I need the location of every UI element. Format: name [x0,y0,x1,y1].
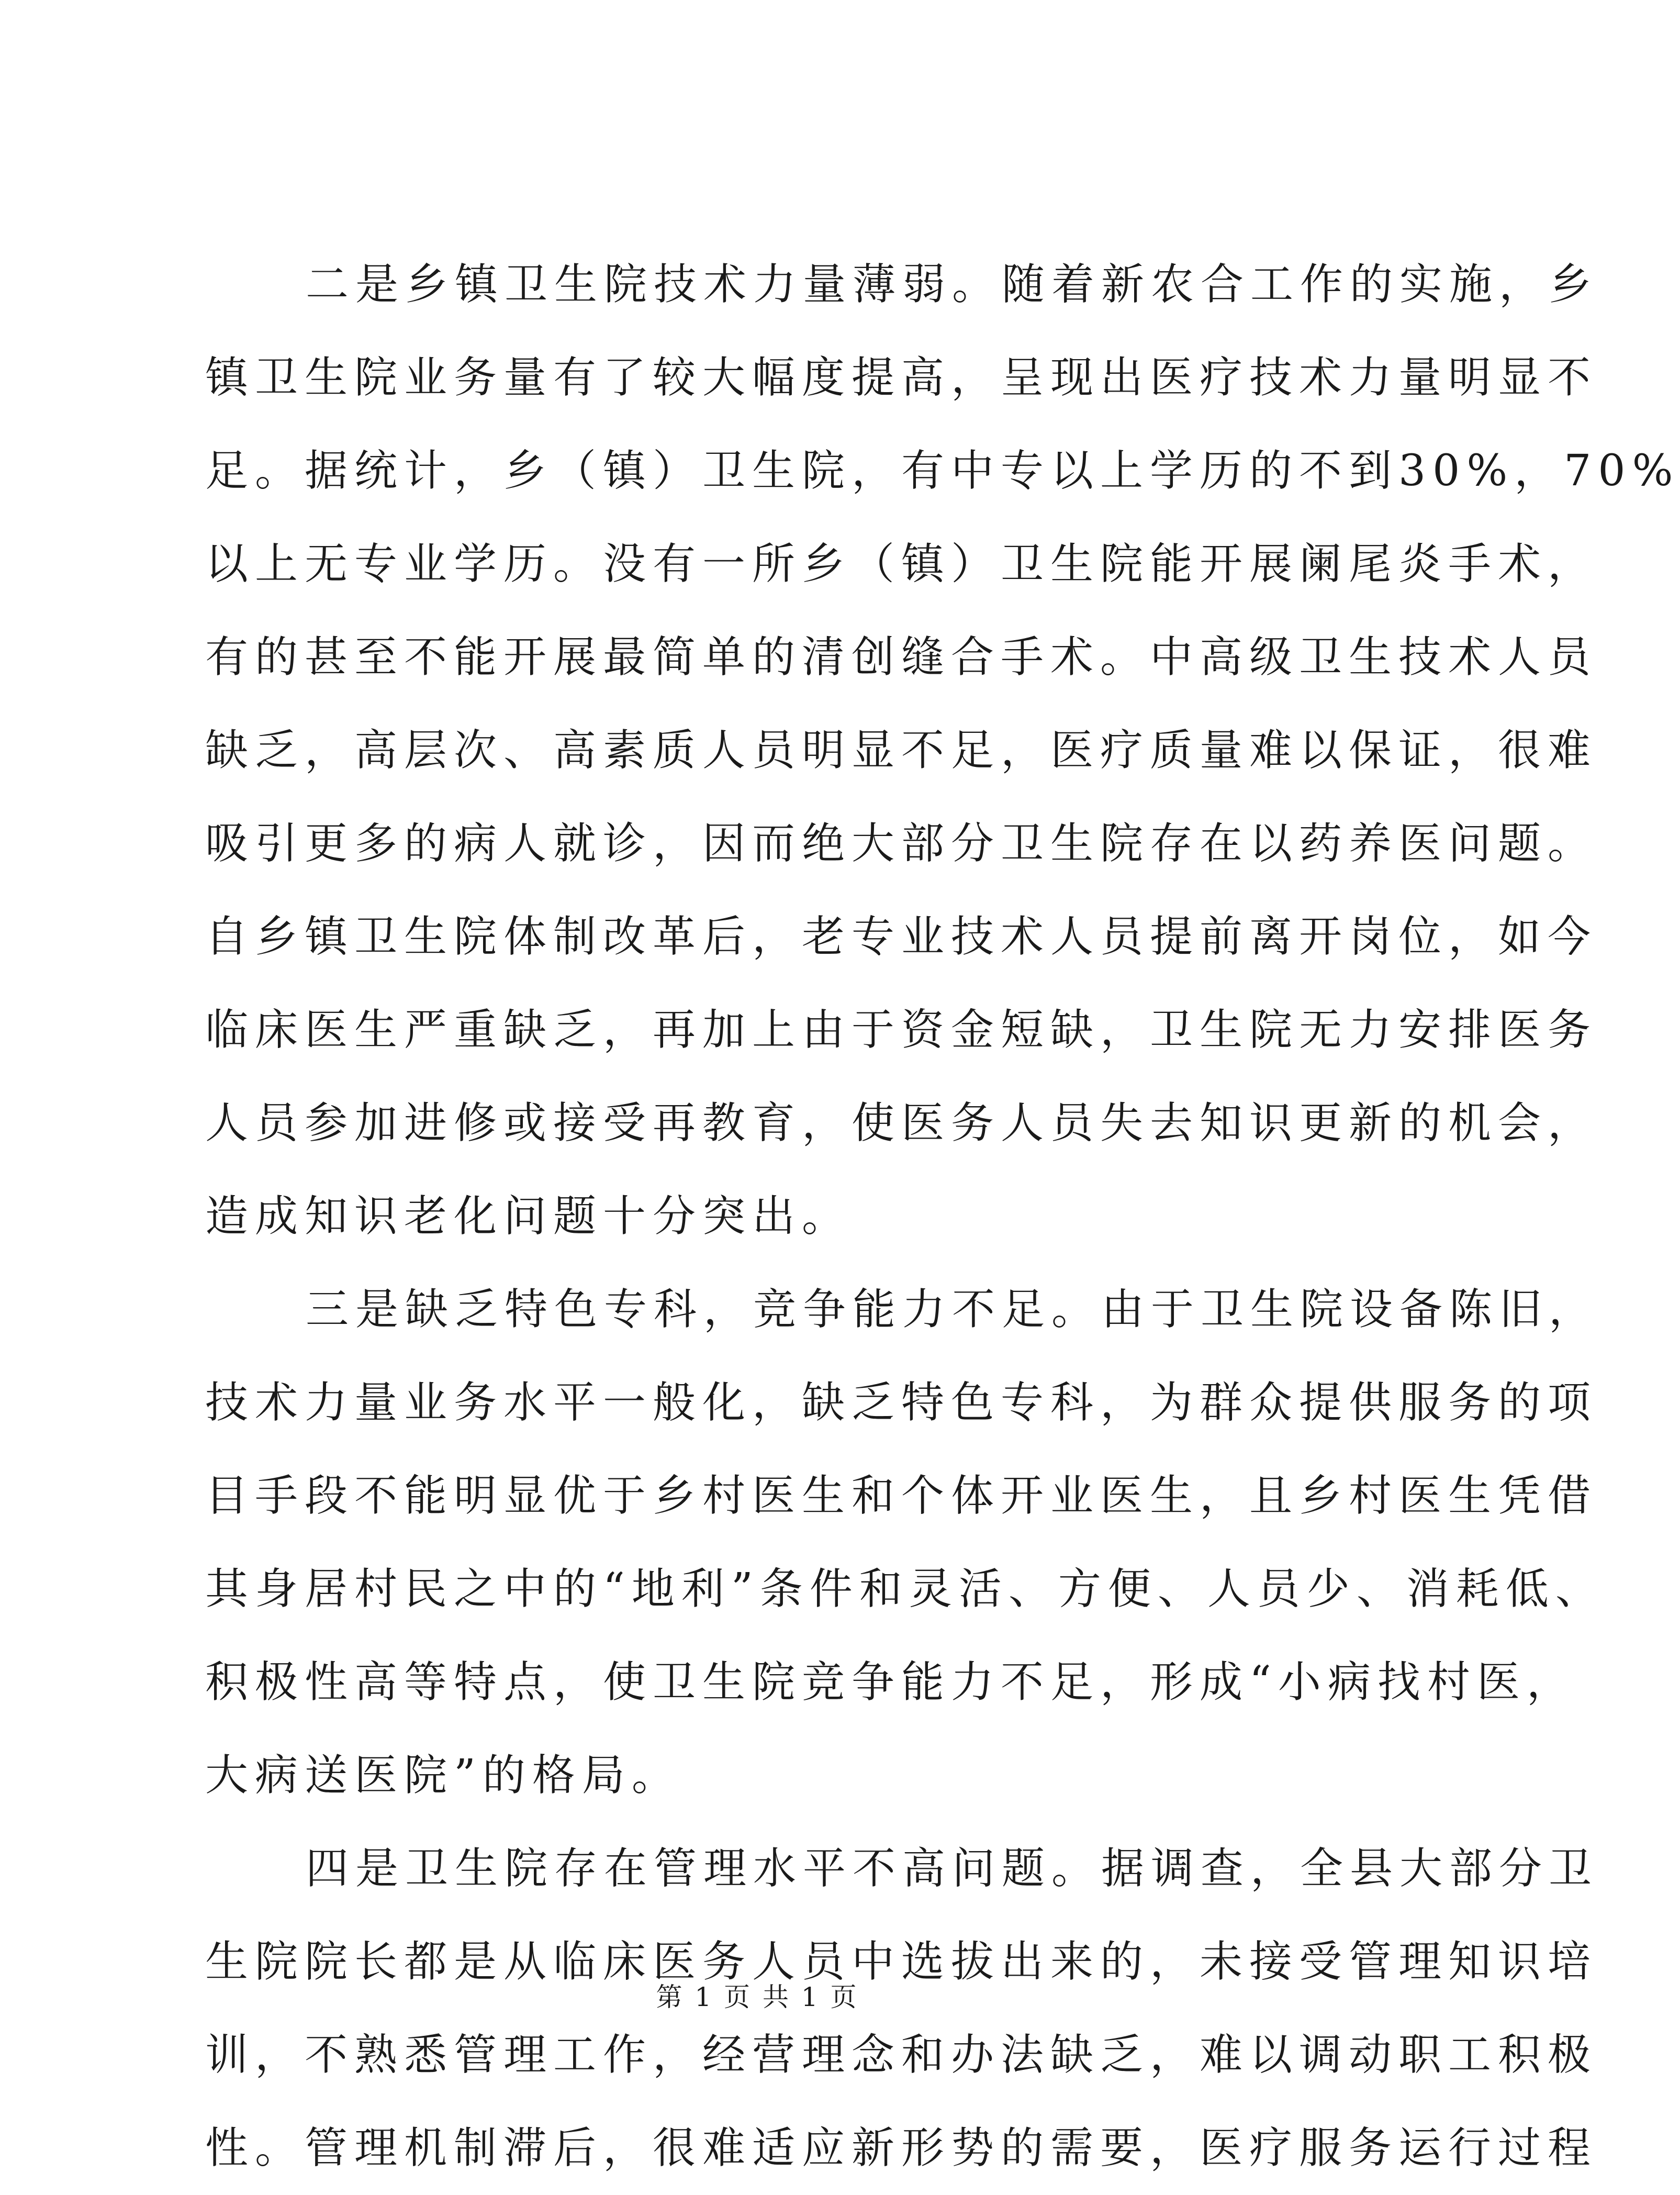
paragraph-4-line-2: 生院院长都是从临床医务人员中选拔出来的，未接受管理知识培 [205,1937,1598,1987]
paragraph-2-line-7: 吸引更多的病人就诊，因而绝大部分卫生院存在以药养医问题。 [205,819,1598,868]
paragraph-3-line-1: 三是缺乏特色专科，竞争能力不足。由于卫生院设备陈旧， [306,1285,1599,1334]
paragraph-2-line-8: 自乡镇卫生院体制改革后，老专业技术人员提前离开岗位，如今 [205,912,1598,962]
paragraph-3-line-5: 积极性高等特点，使卫生院竞争能力不足，形成“小病找村医， [205,1657,1576,1707]
paragraph-4-line-4: 性。管理机制滞后，很难适应新形势的需要，医疗服务运行过程 [205,2123,1598,2173]
paragraph-2-line-3: 足。据统计，乡（镇）卫生院，有中专以上学历的不到30%，70% [205,446,1680,496]
paragraph-4-line-1: 四是卫生院存在管理水平不高问题。据调查，全县大部分卫 [306,1844,1599,1893]
paragraph-2-line-4: 以上无专业学历。没有一所乡（镇）卫生院能开展阑尾炎手术， [205,539,1598,589]
paragraph-2-line-11: 造成知识老化问题十分突出。 [205,1191,852,1241]
paragraph-3-line-3: 目手段不能明显优于乡村医生和个体开业医生，且乡村医生凭借 [205,1471,1598,1521]
paragraph-3-line-2: 技术力量业务水平一般化，缺乏特色专科，为群众提供服务的项 [205,1378,1598,1428]
paragraph-2-line-9: 临床医生严重缺乏，再加上由于资金短缺，卫生院无力安排医务 [205,1005,1598,1055]
paragraph-4-line-3: 训，不熟悉管理工作，经营理念和办法缺乏，难以调动职工积极 [205,2030,1598,2080]
document-body [205,238,1680,2195]
paragraph-3-line-6: 大病送医院”的格局。 [205,1751,681,1800]
paragraph-2-line-1: 二是乡镇卫生院技术力量薄弱。随着新农合工作的实施，乡 [306,260,1599,309]
paragraph-2-line-6: 缺乏，高层次、高素质人员明显不足，医疗质量难以保证，很难 [205,726,1598,775]
paragraph-2-line-2: 镇卫生院业务量有了较大幅度提高，呈现出医疗技术力量明显不 [205,353,1598,403]
paragraph-2-line-10: 人员参加进修或接受再教育，使医务人员失去知识更新的机会， [205,1098,1598,1148]
paragraph-3-line-4: 其身居村民之中的“地利”条件和灵活、方便、人员少、消耗低、 [205,1564,1605,1614]
paragraph-2-line-5: 有的甚至不能开展最简单的清创缝合手术。中高级卫生技术人员 [205,632,1598,682]
page-footer: 第 1 页 共 1 页 [656,1982,859,2012]
